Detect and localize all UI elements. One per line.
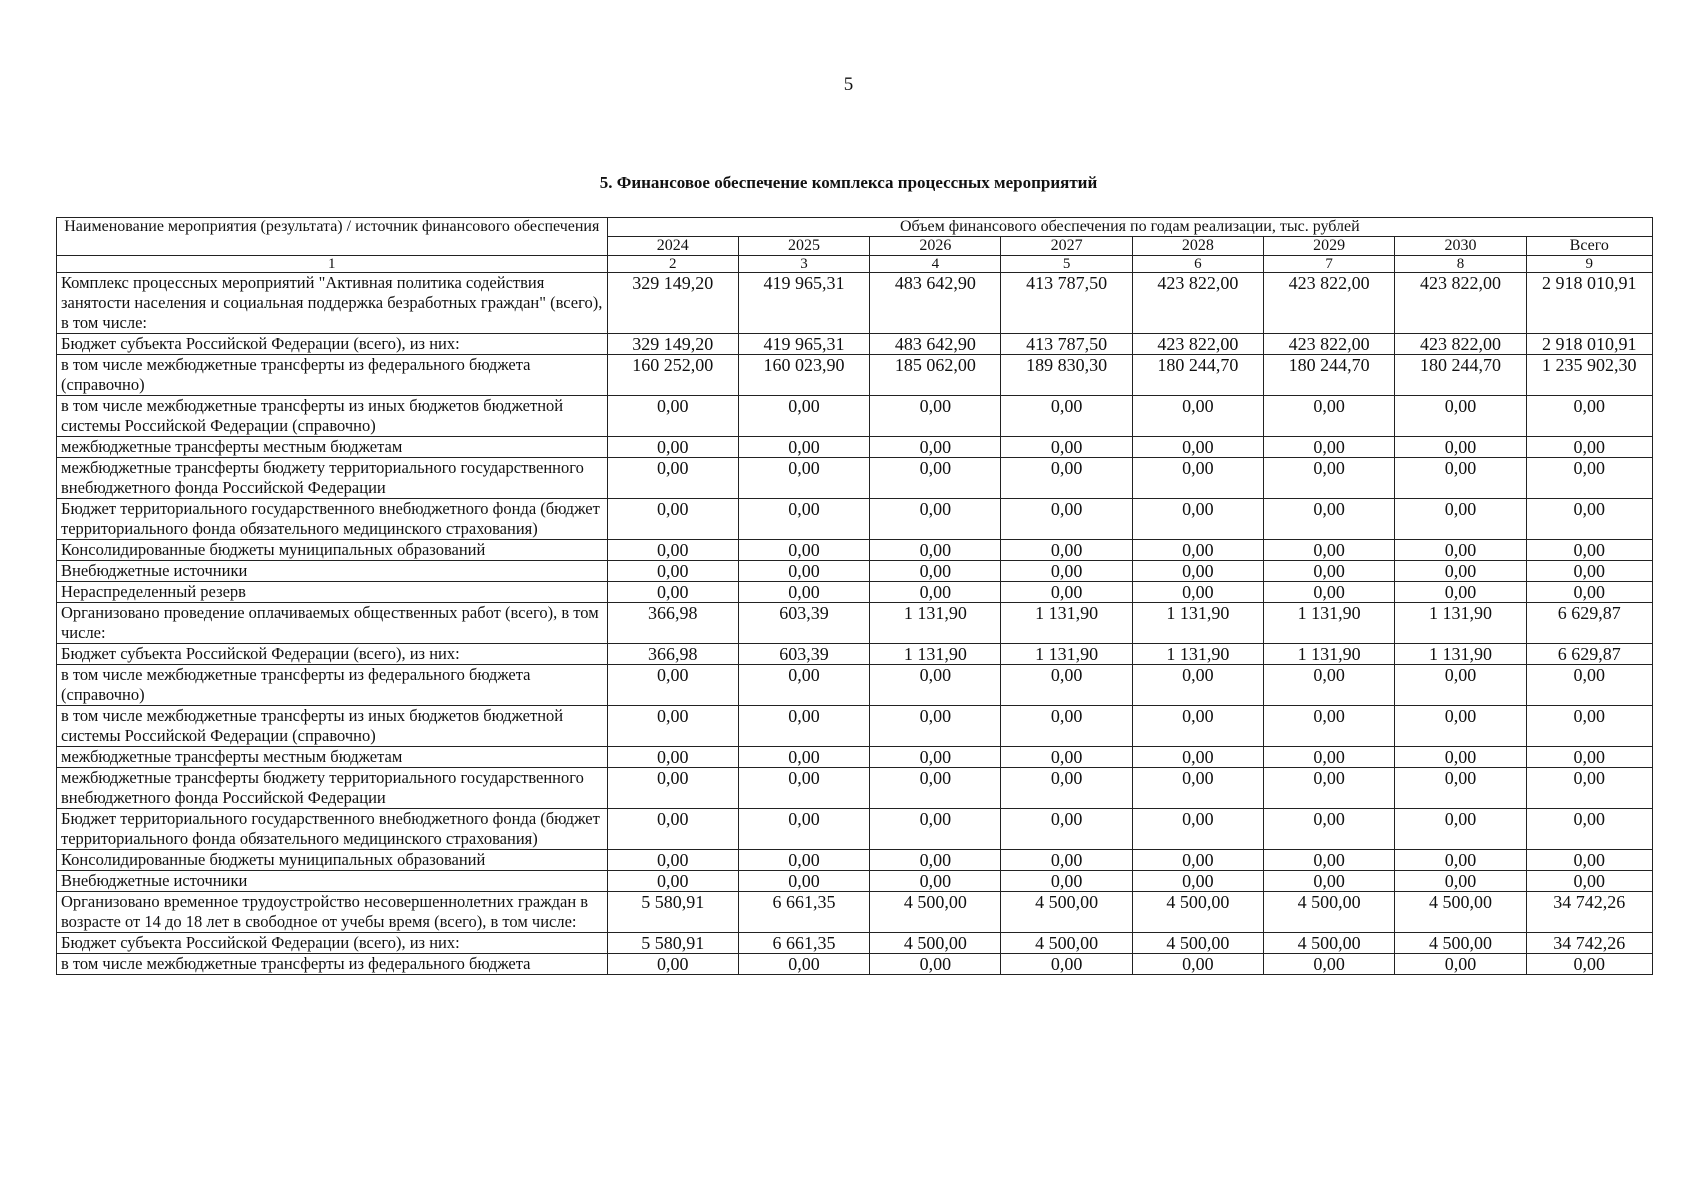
row-year-value: 0,00 xyxy=(1132,437,1263,458)
column-number: 7 xyxy=(1264,256,1395,273)
header-year: 2030 xyxy=(1395,237,1526,256)
row-year-value: 0,00 xyxy=(607,499,738,540)
row-year-value: 0,00 xyxy=(870,706,1001,747)
row-total-value: 0,00 xyxy=(1526,540,1652,561)
table-row xyxy=(57,933,1653,954)
row-total-value: 0,00 xyxy=(1526,396,1652,437)
row-year-value: 419 965,31 xyxy=(738,334,869,355)
row-total-value: 0,00 xyxy=(1526,850,1652,871)
table-row xyxy=(57,892,1653,933)
row-year-value: 423 822,00 xyxy=(1132,273,1263,334)
header-year: 2025 xyxy=(738,237,869,256)
row-year-value: 0,00 xyxy=(1395,458,1526,499)
row-year-value: 0,00 xyxy=(607,665,738,706)
row-year-value: 413 787,50 xyxy=(1001,273,1132,334)
row-year-value: 0,00 xyxy=(1264,540,1395,561)
column-number: 1 xyxy=(57,256,608,273)
header-year: 2029 xyxy=(1264,237,1395,256)
row-name: в том числе межбюджетные трансферты из иных бюджетов бюджетной системы Российской Федерации (справочно) xyxy=(57,706,608,747)
row-year-value: 0,00 xyxy=(870,458,1001,499)
table-row xyxy=(57,273,1653,334)
row-year-value: 0,00 xyxy=(1264,768,1395,809)
column-number: 3 xyxy=(738,256,869,273)
row-year-value: 0,00 xyxy=(607,706,738,747)
row-year-value: 1 131,90 xyxy=(1001,603,1132,644)
table-body xyxy=(57,273,1653,975)
row-year-value: 0,00 xyxy=(738,747,869,768)
row-total-value: 0,00 xyxy=(1526,954,1652,975)
row-year-value: 1 131,90 xyxy=(1132,644,1263,665)
row-year-value: 0,00 xyxy=(1395,582,1526,603)
row-year-value: 4 500,00 xyxy=(870,892,1001,933)
row-year-value: 180 244,70 xyxy=(1132,355,1263,396)
row-name: в том числе межбюджетные трансферты из иных бюджетов бюджетной системы Российской Федерации (справочно) xyxy=(57,396,608,437)
row-year-value: 180 244,70 xyxy=(1264,355,1395,396)
row-name: Внебюджетные источники xyxy=(57,871,608,892)
row-year-value: 0,00 xyxy=(607,458,738,499)
row-year-value: 0,00 xyxy=(738,458,869,499)
row-name: Бюджет субъекта Российской Федерации (всего), из них: xyxy=(57,644,608,665)
row-name: межбюджетные трансферты местным бюджетам xyxy=(57,437,608,458)
row-year-value: 0,00 xyxy=(738,396,869,437)
row-year-value: 0,00 xyxy=(870,437,1001,458)
table-row xyxy=(57,334,1653,355)
table-row xyxy=(57,954,1653,975)
row-year-value: 0,00 xyxy=(870,809,1001,850)
header-total: Всего xyxy=(1526,237,1652,256)
row-year-value: 0,00 xyxy=(870,396,1001,437)
table-row xyxy=(57,396,1653,437)
row-year-value: 0,00 xyxy=(1001,458,1132,499)
row-name: Нераспределенный резерв xyxy=(57,582,608,603)
row-year-value: 483 642,90 xyxy=(870,273,1001,334)
row-year-value: 4 500,00 xyxy=(1264,892,1395,933)
row-year-value: 0,00 xyxy=(1264,871,1395,892)
row-total-value: 0,00 xyxy=(1526,809,1652,850)
row-year-value: 0,00 xyxy=(607,809,738,850)
row-year-value: 0,00 xyxy=(1395,871,1526,892)
row-year-value: 1 131,90 xyxy=(1264,644,1395,665)
row-total-value: 0,00 xyxy=(1526,665,1652,706)
row-year-value: 0,00 xyxy=(738,954,869,975)
row-year-value: 0,00 xyxy=(1132,665,1263,706)
row-year-value: 0,00 xyxy=(870,850,1001,871)
row-year-value: 0,00 xyxy=(607,582,738,603)
row-year-value: 4 500,00 xyxy=(1395,933,1526,954)
row-year-value: 0,00 xyxy=(1132,499,1263,540)
row-year-value: 1 131,90 xyxy=(1264,603,1395,644)
column-number: 9 xyxy=(1526,256,1652,273)
row-name: Консолидированные бюджеты муниципальных образований xyxy=(57,850,608,871)
row-year-value: 4 500,00 xyxy=(1264,933,1395,954)
table-row xyxy=(57,768,1653,809)
column-number: 8 xyxy=(1395,256,1526,273)
row-year-value: 0,00 xyxy=(1001,561,1132,582)
row-year-value: 0,00 xyxy=(1001,396,1132,437)
row-year-value: 483 642,90 xyxy=(870,334,1001,355)
column-number: 2 xyxy=(607,256,738,273)
row-year-value: 4 500,00 xyxy=(1395,892,1526,933)
header-year: 2024 xyxy=(607,237,738,256)
row-year-value: 160 252,00 xyxy=(607,355,738,396)
row-year-value: 4 500,00 xyxy=(1132,933,1263,954)
financing-table xyxy=(56,217,1653,975)
row-total-value: 0,00 xyxy=(1526,706,1652,747)
row-year-value: 0,00 xyxy=(607,954,738,975)
row-year-value: 0,00 xyxy=(738,499,869,540)
row-year-value: 0,00 xyxy=(870,871,1001,892)
row-year-value: 0,00 xyxy=(1264,499,1395,540)
row-year-value: 4 500,00 xyxy=(1001,892,1132,933)
row-year-value: 0,00 xyxy=(1395,809,1526,850)
document-title: 5. Финансовое обеспечение комплекса процессных мероприятий xyxy=(599,173,1098,192)
row-year-value: 180 244,70 xyxy=(1395,355,1526,396)
row-total-value: 2 918 010,91 xyxy=(1526,273,1652,334)
row-year-value: 413 787,50 xyxy=(1001,334,1132,355)
row-year-value: 0,00 xyxy=(1001,665,1132,706)
row-total-value: 6 629,87 xyxy=(1526,644,1652,665)
column-number: 6 xyxy=(1132,256,1263,273)
table-row xyxy=(57,603,1653,644)
row-year-value: 0,00 xyxy=(1264,747,1395,768)
row-year-value: 0,00 xyxy=(1264,954,1395,975)
row-year-value: 329 149,20 xyxy=(607,334,738,355)
row-year-value: 6 661,35 xyxy=(738,892,869,933)
row-year-value: 0,00 xyxy=(1395,850,1526,871)
row-year-value: 0,00 xyxy=(738,582,869,603)
table-row xyxy=(57,665,1653,706)
row-total-value: 6 629,87 xyxy=(1526,603,1652,644)
row-year-value: 0,00 xyxy=(1395,954,1526,975)
row-year-value: 6 661,35 xyxy=(738,933,869,954)
row-year-value: 0,00 xyxy=(1395,706,1526,747)
row-total-value: 2 918 010,91 xyxy=(1526,334,1652,355)
row-year-value: 0,00 xyxy=(607,561,738,582)
row-total-value: 0,00 xyxy=(1526,499,1652,540)
row-year-value: 0,00 xyxy=(1264,437,1395,458)
row-year-value: 0,00 xyxy=(738,540,869,561)
row-total-value: 0,00 xyxy=(1526,582,1652,603)
table-row xyxy=(57,499,1653,540)
row-year-value: 0,00 xyxy=(1001,747,1132,768)
row-year-value: 0,00 xyxy=(1001,954,1132,975)
table-row xyxy=(57,871,1653,892)
row-year-value: 1 131,90 xyxy=(1395,603,1526,644)
header-year: 2027 xyxy=(1001,237,1132,256)
row-year-value: 0,00 xyxy=(1395,396,1526,437)
row-year-value: 0,00 xyxy=(607,850,738,871)
table-row xyxy=(57,540,1653,561)
table-row xyxy=(57,747,1653,768)
row-year-value: 423 822,00 xyxy=(1264,334,1395,355)
row-year-value: 4 500,00 xyxy=(1132,892,1263,933)
row-name: Консолидированные бюджеты муниципальных образований xyxy=(57,540,608,561)
row-year-value: 0,00 xyxy=(1132,954,1263,975)
row-year-value: 0,00 xyxy=(1264,706,1395,747)
row-year-value: 423 822,00 xyxy=(1264,273,1395,334)
row-year-value: 0,00 xyxy=(1395,561,1526,582)
row-year-value: 0,00 xyxy=(1132,871,1263,892)
header-volume-column: Объем финансового обеспечения по годам реализации, тыс. рублей xyxy=(607,218,1652,237)
row-year-value: 0,00 xyxy=(1132,582,1263,603)
row-year-value: 0,00 xyxy=(1132,809,1263,850)
row-year-value: 0,00 xyxy=(870,954,1001,975)
row-year-value: 1 131,90 xyxy=(1001,644,1132,665)
column-number: 4 xyxy=(870,256,1001,273)
row-year-value: 0,00 xyxy=(870,540,1001,561)
row-total-value: 1 235 902,30 xyxy=(1526,355,1652,396)
row-year-value: 0,00 xyxy=(607,540,738,561)
row-year-value: 0,00 xyxy=(1132,850,1263,871)
row-year-value: 5 580,91 xyxy=(607,892,738,933)
row-name: Бюджет территориального государственного внебюджетного фонда (бюджет территориального фонда обязательного медицинского страхования) xyxy=(57,499,608,540)
row-year-value: 0,00 xyxy=(1264,582,1395,603)
row-year-value: 0,00 xyxy=(1001,871,1132,892)
row-name: Бюджет субъекта Российской Федерации (всего), из них: xyxy=(57,933,608,954)
row-year-value: 0,00 xyxy=(1395,540,1526,561)
row-year-value: 0,00 xyxy=(1264,458,1395,499)
table-row xyxy=(57,850,1653,871)
row-year-value: 0,00 xyxy=(1264,809,1395,850)
table-row xyxy=(57,809,1653,850)
row-year-value: 0,00 xyxy=(1264,850,1395,871)
table-row xyxy=(57,355,1653,396)
row-name: Комплекс процессных мероприятий "Активная политика содействия занятости населения и социальная поддержка безработных граждан" (всего), в том числе: xyxy=(57,273,608,334)
row-year-value: 0,00 xyxy=(1132,458,1263,499)
row-name: межбюджетные трансферты бюджету территориального государственного внебюджетного фонда Российской Федерации xyxy=(57,768,608,809)
row-year-value: 0,00 xyxy=(1132,747,1263,768)
row-year-value: 366,98 xyxy=(607,644,738,665)
row-year-value: 0,00 xyxy=(1132,706,1263,747)
page-number: 5 xyxy=(843,74,854,95)
row-year-value: 0,00 xyxy=(607,768,738,809)
row-name: Бюджет территориального государственного внебюджетного фонда (бюджет территориального фонда обязательного медицинского страхования) xyxy=(57,809,608,850)
row-year-value: 0,00 xyxy=(738,561,869,582)
row-year-value: 0,00 xyxy=(738,706,869,747)
row-year-value: 0,00 xyxy=(1001,706,1132,747)
row-year-value: 603,39 xyxy=(738,644,869,665)
column-numbers-row xyxy=(57,256,1653,273)
row-year-value: 189 830,30 xyxy=(1001,355,1132,396)
row-name: Организовано временное трудоустройство несовершеннолетних граждан в возрасте от 14 до 18 лет в свободное от учебы время (всего), в том числе: xyxy=(57,892,608,933)
row-year-value: 160 023,90 xyxy=(738,355,869,396)
row-year-value: 0,00 xyxy=(1264,396,1395,437)
row-year-value: 0,00 xyxy=(1264,665,1395,706)
row-year-value: 0,00 xyxy=(1132,540,1263,561)
row-total-value: 0,00 xyxy=(1526,747,1652,768)
table-row xyxy=(57,561,1653,582)
row-year-value: 0,00 xyxy=(870,747,1001,768)
row-year-value: 0,00 xyxy=(1001,850,1132,871)
row-year-value: 0,00 xyxy=(607,396,738,437)
row-year-value: 0,00 xyxy=(1264,561,1395,582)
row-year-value: 5 580,91 xyxy=(607,933,738,954)
row-year-value: 0,00 xyxy=(1395,747,1526,768)
row-year-value: 0,00 xyxy=(1001,437,1132,458)
row-year-value: 419 965,31 xyxy=(738,273,869,334)
row-name: в том числе межбюджетные трансферты из федерального бюджета (справочно) xyxy=(57,665,608,706)
row-year-value: 4 500,00 xyxy=(1001,933,1132,954)
row-year-value: 423 822,00 xyxy=(1132,334,1263,355)
row-name: Организовано проведение оплачиваемых общественных работ (всего), в том числе: xyxy=(57,603,608,644)
table-row xyxy=(57,437,1653,458)
row-year-value: 4 500,00 xyxy=(870,933,1001,954)
table-row xyxy=(57,644,1653,665)
row-year-value: 0,00 xyxy=(1132,396,1263,437)
header-year: 2028 xyxy=(1132,237,1263,256)
header-name-column: Наименование мероприятия (результата) / источник финансового обеспечения xyxy=(57,218,608,256)
header-row-top xyxy=(57,218,1653,237)
row-year-value: 0,00 xyxy=(738,768,869,809)
row-total-value: 0,00 xyxy=(1526,458,1652,499)
row-name: в том числе межбюджетные трансферты из федерального бюджета xyxy=(57,954,608,975)
row-year-value: 1 131,90 xyxy=(870,603,1001,644)
row-year-value: 0,00 xyxy=(1395,768,1526,809)
row-name: в том числе межбюджетные трансферты из федерального бюджета (справочно) xyxy=(57,355,608,396)
row-year-value: 1 131,90 xyxy=(1395,644,1526,665)
row-year-value: 0,00 xyxy=(1395,437,1526,458)
row-year-value: 0,00 xyxy=(607,437,738,458)
row-year-value: 0,00 xyxy=(870,499,1001,540)
row-year-value: 0,00 xyxy=(738,871,869,892)
row-total-value: 34 742,26 xyxy=(1526,933,1652,954)
row-year-value: 0,00 xyxy=(738,665,869,706)
table-row xyxy=(57,706,1653,747)
column-number: 5 xyxy=(1001,256,1132,273)
row-year-value: 0,00 xyxy=(607,747,738,768)
row-name: межбюджетные трансферты местным бюджетам xyxy=(57,747,608,768)
row-year-value: 0,00 xyxy=(1395,499,1526,540)
row-year-value: 0,00 xyxy=(870,582,1001,603)
row-total-value: 34 742,26 xyxy=(1526,892,1652,933)
row-total-value: 0,00 xyxy=(1526,768,1652,809)
row-name: Бюджет субъекта Российской Федерации (всего), из них: xyxy=(57,334,608,355)
row-year-value: 0,00 xyxy=(870,665,1001,706)
row-year-value: 0,00 xyxy=(1001,809,1132,850)
row-year-value: 0,00 xyxy=(738,809,869,850)
row-year-value: 423 822,00 xyxy=(1395,273,1526,334)
table-row xyxy=(57,458,1653,499)
row-total-value: 0,00 xyxy=(1526,871,1652,892)
row-year-value: 185 062,00 xyxy=(870,355,1001,396)
row-year-value: 0,00 xyxy=(1132,561,1263,582)
row-year-value: 0,00 xyxy=(738,850,869,871)
row-name: Внебюджетные источники xyxy=(57,561,608,582)
row-year-value: 329 149,20 xyxy=(607,273,738,334)
row-year-value: 0,00 xyxy=(1001,499,1132,540)
row-year-value: 423 822,00 xyxy=(1395,334,1526,355)
row-year-value: 366,98 xyxy=(607,603,738,644)
row-year-value: 0,00 xyxy=(1001,768,1132,809)
row-year-value: 0,00 xyxy=(1132,768,1263,809)
row-year-value: 1 131,90 xyxy=(1132,603,1263,644)
row-total-value: 0,00 xyxy=(1526,561,1652,582)
row-year-value: 0,00 xyxy=(1001,540,1132,561)
row-year-value: 0,00 xyxy=(870,561,1001,582)
row-total-value: 0,00 xyxy=(1526,437,1652,458)
row-year-value: 0,00 xyxy=(738,437,869,458)
row-year-value: 603,39 xyxy=(738,603,869,644)
row-year-value: 0,00 xyxy=(1001,582,1132,603)
header-year: 2026 xyxy=(870,237,1001,256)
row-year-value: 1 131,90 xyxy=(870,644,1001,665)
row-year-value: 0,00 xyxy=(1395,665,1526,706)
row-year-value: 0,00 xyxy=(870,768,1001,809)
row-name: межбюджетные трансферты бюджету территориального государственного внебюджетного фонда Российской Федерации xyxy=(57,458,608,499)
table-row xyxy=(57,582,1653,603)
row-year-value: 0,00 xyxy=(607,871,738,892)
